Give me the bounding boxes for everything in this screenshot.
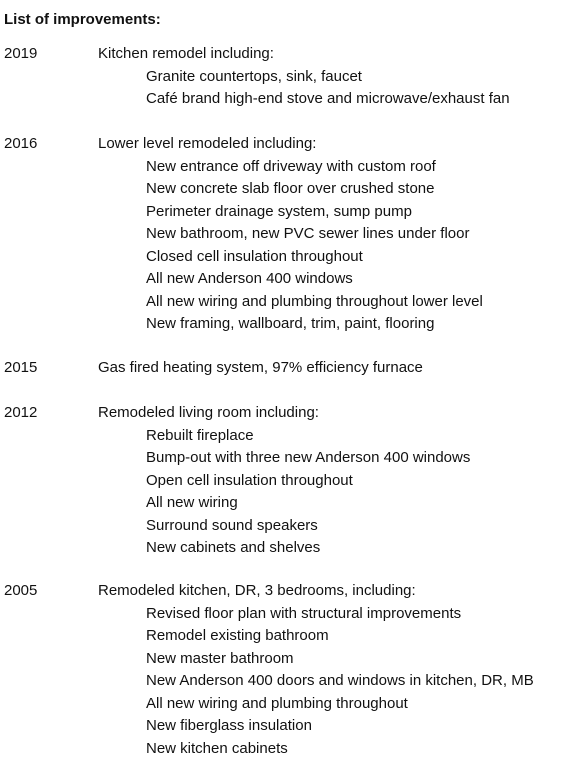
list-item: New master bathroom [146, 649, 294, 667]
list-item: Surround sound speakers [146, 516, 318, 534]
list-item: New fiberglass insulation [146, 717, 312, 734]
list-item: New concrete slab floor over crushed stone [146, 180, 435, 197]
entry-year: 2015 [4, 359, 38, 376]
entry-heading: Lower level remodeled including: [98, 135, 317, 152]
list-item: New cabinets and shelves [146, 539, 321, 556]
entry-year: 2005 [4, 582, 38, 599]
entry-items [146, 603, 534, 761]
list-item: New kitchen cabinets [146, 739, 288, 757]
list-item: All new wiring [146, 494, 238, 511]
list-item: New bathroom, new PVC sewer lines under floor [146, 225, 470, 242]
list-item: New framing, wallboard, trim, paint, flooring [146, 315, 435, 332]
list-item: Rebuilt fireplace [146, 426, 254, 444]
page-title: List of improvements: [4, 11, 161, 28]
list-item: Closed cell insulation throughout [146, 247, 363, 265]
entry-items [146, 66, 510, 111]
list-item: Open cell insulation throughout [146, 471, 353, 489]
entry-heading: Remodeled living room including: [98, 404, 319, 421]
entry-year: 2012 [4, 404, 38, 421]
list-item: Remodel existing bathroom [146, 627, 329, 644]
list-item: All new wiring and plumbing throughout lower level [146, 292, 483, 310]
list-item: Bump-out with three new Anderson 400 windows [146, 449, 471, 466]
list-item: Granite countertops, sink, faucet [146, 67, 362, 85]
list-item: New entrance off driveway with custom roof [146, 157, 436, 175]
entry-items [146, 156, 483, 336]
entry-items [146, 425, 470, 560]
entry-heading: Gas fired heating system, 97% efficiency furnace [98, 359, 423, 376]
list-item: All new wiring and plumbing throughout [146, 694, 408, 712]
list-item: Café brand high-end stove and microwave/exhaust fan [146, 90, 510, 107]
list-item: New Anderson 400 doors and windows in kitchen, DR, MB [146, 672, 534, 689]
list-item: Perimeter drainage system, sump pump [146, 202, 412, 220]
entry-year: 2016 [4, 135, 38, 152]
entry-heading: Kitchen remodel including: [98, 45, 274, 62]
list-item: Revised floor plan with structural improvements [146, 604, 462, 622]
entry-heading: Remodeled kitchen, DR, 3 bedrooms, including: [98, 582, 416, 599]
list-item: All new Anderson 400 windows [146, 270, 353, 287]
entry-year: 2019 [4, 45, 38, 62]
